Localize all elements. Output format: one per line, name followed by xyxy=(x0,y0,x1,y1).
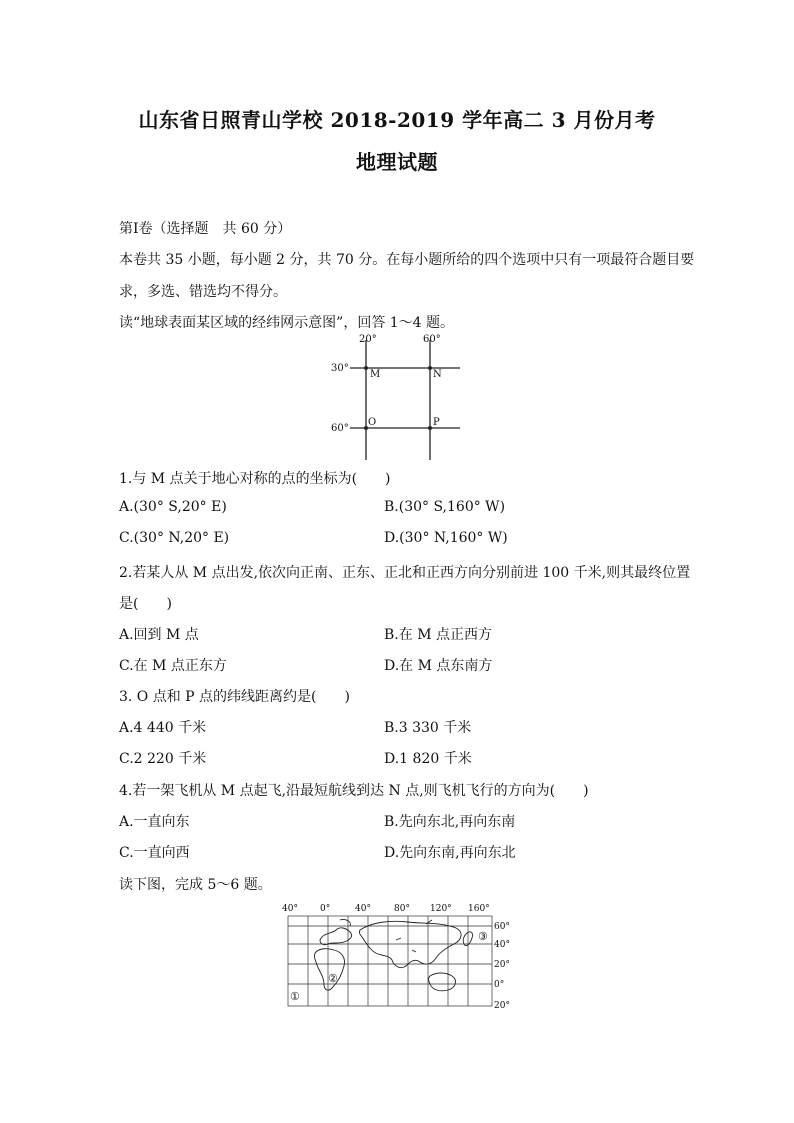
question-2-stem-cont: 是( ) xyxy=(119,596,172,612)
lon-label-20: 20° xyxy=(359,334,377,345)
map-top-label-40w: 40° xyxy=(282,904,298,914)
section-heading: 第Ⅰ卷（选择题 共 60 分） xyxy=(119,221,292,237)
map-top-label-40e: 40° xyxy=(355,904,371,914)
q2-option-c: C.在 M 点正东方 xyxy=(119,658,227,674)
q1-option-d: D.(30° N,160° W) xyxy=(384,530,508,546)
q3-option-a: A.4 440 千米 xyxy=(119,720,207,736)
point-label-n: N xyxy=(433,369,442,380)
graticule-diagram xyxy=(326,330,466,462)
q3-option-d: D.1 820 千米 xyxy=(384,751,472,767)
q1-option-b: B.(30° S,160° W) xyxy=(384,499,506,515)
map-marker-3: ③ xyxy=(478,930,488,943)
exam-title: 山东省日照青山学校 2018-2019 学年高二 3 月份月考 xyxy=(138,108,656,132)
lat-label-30: 30° xyxy=(331,363,349,374)
q4-option-d: D.先向东南,再向东北 xyxy=(384,845,516,861)
q2-option-b: B.在 M 点正西方 xyxy=(384,627,492,643)
question-2-stem: 2.若某人从 M 点出发,依次向正南、正东、正北和正西方向分别前进 100 千米,则其最终位置 xyxy=(119,565,691,581)
point-label-m: M xyxy=(370,369,381,380)
instructions-line-1: 本卷共 35 小题，每小题 2 分，共 70 分。在每小题所给的四个选项中只有一项最符合题目要 xyxy=(119,252,695,268)
q2-option-a: A.回到 M 点 xyxy=(119,627,199,643)
intro-q1-4: 读“地球表面某区域的经纬网示意图”，回答 1～4 题。 xyxy=(119,315,455,331)
q4-option-a: A.一直向东 xyxy=(119,814,190,830)
map-top-label-120e: 120° xyxy=(430,904,452,914)
map-top-label-0: 0° xyxy=(320,904,331,914)
lon-label-60: 60° xyxy=(423,334,441,345)
world-map-diagram xyxy=(280,900,520,1012)
instructions-line-2: 求，多选、错选均不得分。 xyxy=(119,284,287,300)
map-right-label-20s: 20° xyxy=(494,1001,510,1011)
exam-subtitle: 地理试题 xyxy=(356,150,438,174)
q4-option-c: C.一直向西 xyxy=(119,845,190,861)
intro-q5-6: 读下图，完成 5～6 题。 xyxy=(119,877,272,893)
map-right-label-0: 0° xyxy=(494,980,505,990)
q2-option-d: D.在 M 点东南方 xyxy=(384,658,493,674)
q4-option-b: B.先向东北,再向东南 xyxy=(384,814,516,830)
point-label-p: P xyxy=(433,417,440,428)
map-top-label-160e: 160° xyxy=(468,904,490,914)
q1-option-a: A.(30° S,20° E) xyxy=(119,499,227,515)
q1-option-c: C.(30° N,20° E) xyxy=(119,530,230,546)
map-top-label-80e: 80° xyxy=(394,904,410,914)
q3-option-c: C.2 220 千米 xyxy=(119,751,207,767)
q3-option-b: B.3 330 千米 xyxy=(384,720,472,736)
map-right-label-60n: 60° xyxy=(494,922,510,932)
lat-label-60: 60° xyxy=(331,423,349,434)
map-right-label-40n: 40° xyxy=(494,940,510,950)
map-marker-1: ① xyxy=(290,990,300,1003)
point-label-o: O xyxy=(368,417,377,428)
question-3-stem: 3. O 点和 P 点的纬线距离约是( ) xyxy=(119,689,350,705)
question-4-stem: 4.若一架飞机从 M 点起飞,沿最短航线到达 N 点,则飞机飞行的方向为( ) xyxy=(119,783,589,799)
map-right-label-20n: 20° xyxy=(494,960,510,970)
question-1-stem: 1.与 M 点关于地心对称的点的坐标为( ) xyxy=(119,471,391,487)
map-marker-2: ② xyxy=(328,972,338,985)
